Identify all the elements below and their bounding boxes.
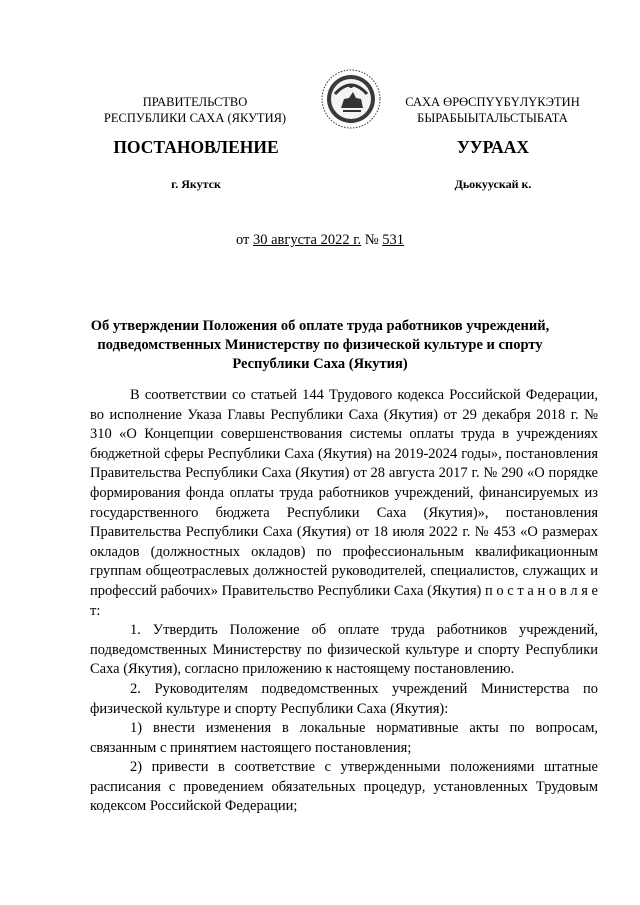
document-type-title-sah: УУРААХ bbox=[456, 137, 530, 157]
document-type-title-ru: ПОСТАНОВЛЕНИЕ bbox=[113, 137, 279, 157]
header-right bbox=[385, 94, 600, 126]
decree-date-number bbox=[0, 232, 640, 249]
paragraph-item-2: 2. Руководителям подведомственных учреждений Министерства по физической культуре и спорту Республики Саха (Якутия): bbox=[90, 680, 598, 717]
paragraph-item-1: 1. Утвердить Положение об оплате труда работников учреждений, подведомственных Министерству по физической культуре и спорту Республики Саха (Якутия), согласно приложению к настоящему постановлению. bbox=[90, 622, 598, 678]
document-body bbox=[90, 386, 598, 817]
header-right-line1: САХА ӨРӨСПҮҮБҮЛҮКЭТИН bbox=[405, 95, 580, 109]
date-prefix: от bbox=[235, 232, 253, 248]
decree-number: 531 bbox=[382, 232, 405, 248]
header-left-line1: ПРАВИТЕЛЬСТВО bbox=[142, 95, 248, 109]
number-sign: № bbox=[361, 232, 383, 248]
city-ru: г. Якутск bbox=[171, 177, 221, 191]
header-left bbox=[90, 94, 300, 126]
coat-of-arms-icon bbox=[320, 68, 382, 130]
paragraph-subitem-2: 2) привести в соответствие с утвержденными положениями штатные расписания с проведением обязательных процедур, установленных Трудовым кодексом Российской Федерации; bbox=[90, 759, 598, 815]
document-subject: Об утверждении Положения об оплате труда работников учреждений, подведомственных Министерству по физической культуре и спорту Республики Саха (Якутия) bbox=[90, 318, 550, 372]
decree-date: 30 августа 2022 г. bbox=[253, 232, 362, 248]
header-left-line2: РЕСПУБЛИКИ САХА (ЯКУТИЯ) bbox=[103, 111, 287, 125]
paragraph-preamble: В соответствии со статьей 144 Трудового кодекса Российской Федерации, во исполнение Указа Главы Республики Саха (Якутия) от 29 декабря 2018 г. № 310 «О Концепции совершенствования системы оплаты труда в учреждениях бюджетной сферы Республики Саха (Якутия) на 2019-2024 годы», постановления Правительства Республики Саха (Якутия) от 28 августа 2017 г. № 290 «О порядке формирования фонда оплаты труда работников учреждений, финансируемых из государственного бюджета Республики Саха (Якутия)», постановления Правительства Республики Саха (Якутия) от 18 июля 2022 г. № 453 «О размерах окладов (должностных окладов) по профессиональным квалификационным группам общеотраслевых должностей руководителей, специалистов, служащих и профессий рабочих» Правительство Республики Саха (Якутия) п о с т а н о в л я е т: bbox=[90, 387, 598, 619]
header-right-line2: БЫРАБЫЫТАЛЬСТЫБАТА bbox=[417, 111, 568, 125]
paragraph-subitem-1: 1) внести изменения в локальные нормативные акты по вопросам, связанным с принятием настоящего постановления; bbox=[90, 720, 598, 756]
city-sah: Дьокуускай к. bbox=[454, 177, 532, 191]
